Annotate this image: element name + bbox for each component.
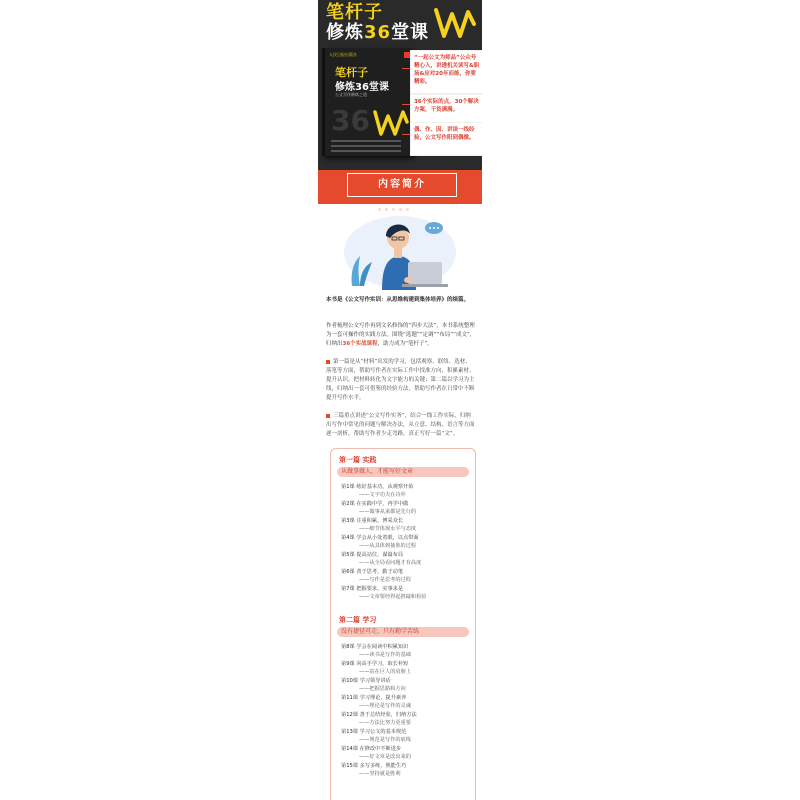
list-item: 第4课 学会从小处着眼，以点带面 ——从具体到抽象的过程: [341, 535, 419, 549]
list-item: 第12课 善于总结经验，归纳方法 ——方法比努力更重要: [341, 712, 417, 726]
list-item: 第10课 学习领导讲话 ——把握思路和方向: [341, 678, 406, 692]
section-header-band: [318, 170, 482, 204]
book-big-number: 36: [331, 104, 370, 137]
callout-connector: [402, 134, 410, 135]
callout-3: 偶、作、因、讲读一线经验，公文写作阳到偶像。: [410, 122, 482, 156]
section-header-box: [348, 174, 456, 196]
person-laptop-illustration: [338, 208, 468, 292]
bullet-square-icon: [326, 360, 330, 364]
hero-title-suffix: 堂课: [391, 22, 430, 43]
intro-p2-text-end: ，助力成为“笔杆子”。: [377, 341, 433, 347]
list-item: 第5课 提高站位，谋篇布局 ——从全局看问题才有高度: [341, 552, 422, 566]
callout-connector: [402, 68, 410, 69]
part-2-title: 第二篇 学习: [339, 616, 377, 624]
intro-bullet-2: [326, 412, 476, 439]
list-item: 第2课 在实践中学，再学中做 ——做事从来都是先行的: [341, 501, 417, 515]
book-title-line2: 修炼36堂课: [335, 82, 389, 93]
bullet-square-icon: [326, 414, 330, 418]
list-item: 第3课 注重积累，博采众长 ——细节体现水平与态度: [341, 518, 417, 532]
intro-bullet-1: [326, 358, 476, 403]
hero-title-prefix: 修炼: [326, 22, 364, 43]
part-1-title: 第一篇 实践: [339, 456, 377, 464]
callout-1: “一起公文为师品”公众号精心入，讲透机关读写&职场&应对20年而练，你要精彩。: [410, 50, 482, 94]
intro-bullet-1-text: 第一篇是从“材料”出发的学习，包括观察、联络、选材、落笔等方面，帮助写作者在实际工作中找准方向、积累素材、提升认识，把材料转化为文字能力的关键；第二篇以学习为主线，归纳出一套可借鉴的经验方法，帮助写作者在日常中不断提升写作水平。: [326, 359, 475, 401]
book-subtitle: 公文写作修炼之道: [335, 92, 367, 97]
pen-w-logo-icon: [434, 6, 478, 40]
list-item: 第8课 学会在阅读中积累知识 ——读书是写作的基础: [341, 644, 411, 658]
list-item: 第11课 学习理论，提升素养 ——理论是写作的灵魂: [341, 695, 411, 709]
part-2-lessons: [341, 643, 471, 779]
list-item: 第14课 在修改中不断进步 ——好文章是改出来的: [341, 746, 411, 760]
hero-title-line1: 笔杆子: [326, 2, 383, 23]
hero-banner: [318, 0, 482, 186]
section-dots: [378, 196, 422, 200]
product-detail-strip: [318, 0, 482, 800]
intro-p2-text: 作者梳理公文写作再到文名修饰的“四步大法”，本书系统整理为一套可操作的实践方法。围绕“选题”“定调”“布局”“成文”，归纳出: [326, 323, 476, 347]
hero-title: [326, 3, 436, 43]
list-item: 第7课 把握要求，实事求是 ——文章要经得起推敲和检验: [341, 586, 427, 600]
hero-title-num: 36: [364, 22, 392, 43]
part-2-bar: 没有捷径可走，只有勤学苦练: [337, 627, 469, 637]
part-1-lessons: [341, 483, 471, 602]
section-title: 内容简介: [350, 176, 454, 194]
book-publisher: 人民日报出版社: [329, 52, 357, 57]
book-cover: [322, 48, 413, 156]
table-of-contents: [330, 448, 476, 800]
callout-2: 36个实际的点，30个解决方案，干货满满。: [410, 94, 482, 124]
list-item: 第15课 多写多练，熟能生巧 ——坚持就是胜利: [341, 763, 407, 777]
book-title-line1: 笔杆子: [335, 66, 368, 79]
intro-p2-highlight: 36个实战课程: [342, 341, 378, 347]
list-item: 第13课 学习公文的基本规范 ——规范是写作的底线: [341, 729, 411, 743]
hero-title-line2: [326, 23, 436, 43]
intro-paragraph-2: [326, 322, 476, 349]
callout-connector: [402, 104, 410, 105]
list-item: 第1课 练好基本功，从观察开始 ——文字功夫在诗外: [341, 484, 414, 498]
intro-paragraph-1: 本书是《公文写作实训：从思维构建到集体培养》的续篇。: [326, 297, 470, 303]
book-cover-lines: [331, 140, 401, 155]
intro-bullet-2-text: 三篇重点讲述“公文写作实务”，结合一线工作实际，归纳出写作中常见的问题与解决办法，从立意、结构、语言等方面逐一剖析，帮助写作者少走弯路，真正写好一篇“文”。: [326, 413, 475, 437]
list-item: 第9课 向高手学习，取长补短 ——站在巨人的肩膀上: [341, 661, 411, 675]
part-1-bar: 从做事做人，才能写好文章: [337, 467, 469, 477]
list-item: 第6课 善于思考，勤于动笔 ——写作是思考的过程: [341, 569, 411, 583]
